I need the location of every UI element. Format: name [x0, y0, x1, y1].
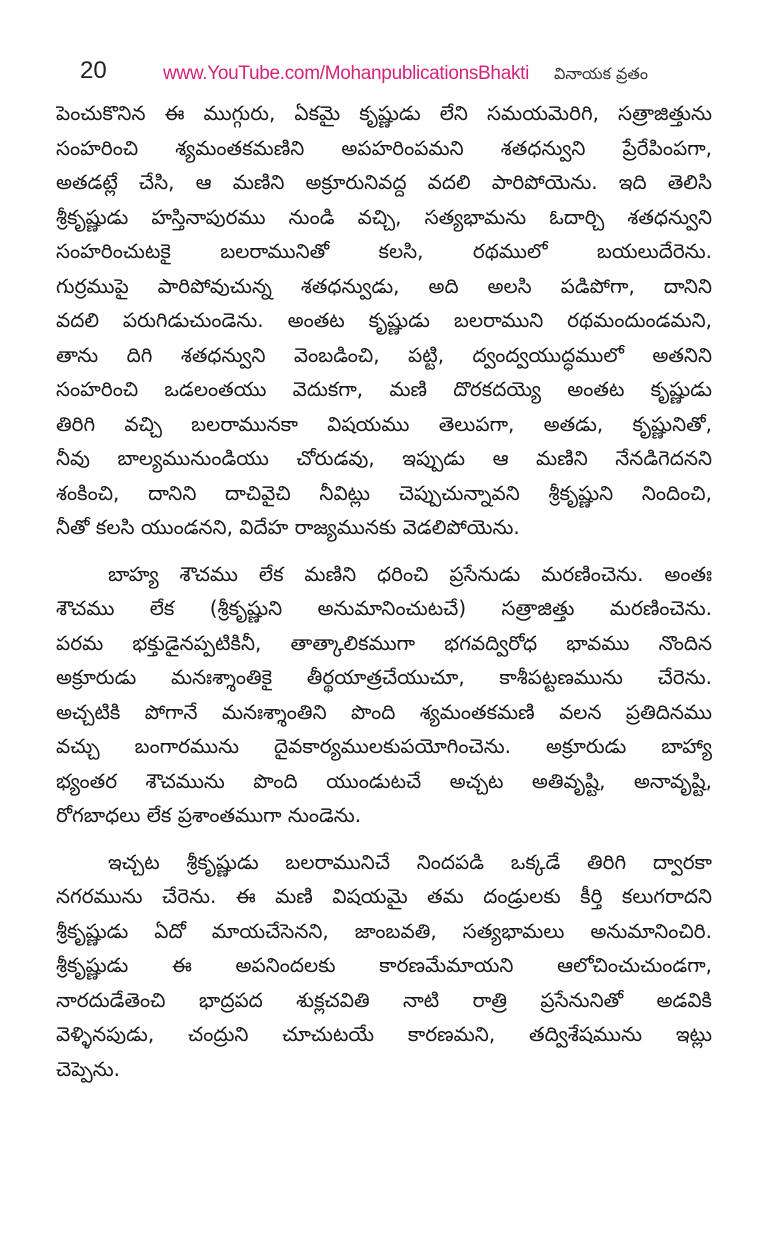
text-line: భ్యంతర శౌచమును పొంది యుండుటచే అచ్చట అతివృష్టి, అనావృష్టి, [56, 768, 712, 793]
text-line: బాహ్య శౌచము లేక మణిని ధరించి ప్రసేనుడు మరణించెను. అంతః [108, 561, 712, 586]
text-line: అచ్చటికి పోగానే మనఃశ్శాంతిని పొంది శ్యమంతకమణి వలన ప్రతిదినము [56, 699, 712, 724]
text-line: వదలి పరుగిడుచుండెను. అంతట కృష్ణుడు బలరాముని రథమందుండమని, [56, 308, 712, 332]
text-line: సంహరించుటకై బలరామునితో కలసి, రథములో బయలుదేరెను. [56, 239, 712, 263]
text-line: ఇచ్చట శ్రీకృష్ణుడు బలరామునిచే నిందపడి ఒక్కడే తిరిగి ద్వారకా [108, 849, 712, 874]
running-title: వినాయక వ్రతం [554, 64, 648, 83]
text-line: సంహరించి శ్యమంతకమణిని అపహరింపమని శతధన్వుని ప్రేరేపింపగా, [56, 135, 712, 160]
text-line: శ్రీకృష్ణుడు హస్తినాపురము నుండి వచ్చి, సత్యభామను ఓదార్చి శతధన్వుని [56, 204, 712, 229]
youtube-channel-link[interactable]: www.YouTube.com/MohanpublicationsBhakti [163, 63, 530, 84]
text-line: గుర్రముపై పారిపోవుచున్న శతధన్వుడు, అది అలసి పడిపోగా, దానిని [56, 273, 712, 298]
text-line: తిరిగి వచ్చి బలరామునకా విషయము తెలుపగా, అతడు, కృష్ణునితో, [56, 411, 712, 436]
text-line: సంహరించి ఒడలంతయు వెదుకగా, మణి దొరకదయ్యె అంతట కృష్ణుడు [56, 377, 712, 401]
text-line: నగరమును చేరెను. ఈ మణి విషయమై తమ దండ్రులకు కీర్తి కలుగరాదని [56, 884, 712, 908]
text-line: అక్రూరుడు మనఃశ్శాంతికై తీర్థయాత్రచేయుచూ, కాశీపట్టణమును చేరెను. [56, 665, 712, 689]
text-line: రోగబాధలు లేక ప్రశాంతముగా నుండెను. [56, 803, 362, 827]
text-line: శంకించి, దానిని దాచివైచి నీవిట్లు చెప్పుచున్నావని శ్రీకృష్ణుని నిందించి, [56, 480, 712, 505]
text-line: నీవు బాల్యమునుండియు చోరుడవు, ఇప్పుడు ఆ మణిని నేనడిగెదనని [56, 446, 712, 470]
text-line: పెంచుకొనిన ఈ ముగ్గురు, ఏకమై కృష్ణుడు లేని సమయమెరిగి, సత్రాజిత్తును [56, 101, 712, 125]
page-number: 20 [80, 57, 107, 84]
text-line: శ్రీకృష్ణుడు ఏదో మాయచేసెనని, జాంబవతి, సత్యభామలు అనుమానించిరి. [56, 918, 712, 943]
text-line: శ్రీకృష్ణుడు ఈ అపనిందలకు కారణమేమాయని ఆలోచించుచుండగా, [56, 953, 712, 977]
text-line: వెళ్ళినపుడు, చంద్రుని చూచుటయే కారణమని, తద్విశేషమును ఇట్లు [56, 1022, 712, 1046]
text-line: తాను దిగి శతధన్వుని వెంబడించి, పట్టి, ద్వంద్వయుద్ధములో అతనిని [56, 342, 712, 367]
text-line: నీతో కలసి యుండనని, విదేహ రాజ్యమునకు వెడలిపోయెను. [56, 515, 520, 539]
paragraph-2 [56, 557, 712, 833]
page-header [0, 56, 768, 90]
text-line: అతడట్లే చేసి, ఆ మణిని అక్రూరునివద్ద వదలి పారిపోయెను. ఇది తెలిసి [56, 170, 712, 194]
text-line: చెప్పెను. [56, 1056, 120, 1081]
text-line: శౌచము లేక (శ్రీకృష్ణుని అనుమానించుటచే) సత్రాజిత్తు మరణించెను. [56, 596, 712, 620]
paragraph-3 [56, 845, 712, 1087]
body-text [56, 96, 712, 1086]
text-line: వచ్చు బంగారమును దైవకార్యములకుపయోగించెను. అక్రూరుడు బాహ్యా [56, 734, 712, 758]
text-line: పరమ భక్తుడైనప్పటికినీ, తాత్కాలికముగా భగవద్విరోధ భావము నొందిన [56, 630, 712, 655]
text-line: నారదుడేతెంచి భాద్రపద శుక్లచవితి నాటి రాత్రి ప్రసేనునితో అడవికి [56, 987, 712, 1012]
paragraph-1 [56, 96, 712, 545]
